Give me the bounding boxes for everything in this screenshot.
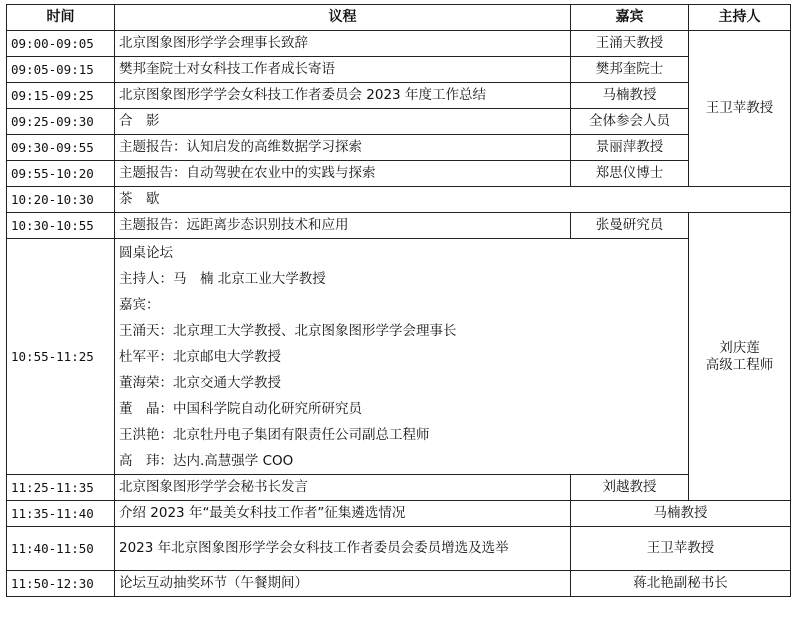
guest-cell-wide: 王卫苹教授 xyxy=(571,527,791,571)
guest-cell: 刘越教授 xyxy=(571,475,689,501)
agenda-container xyxy=(6,4,791,597)
agenda-cell: 论坛互动抽奖环节（午餐期间） xyxy=(115,571,571,597)
forum-guest: 王涌天：北京理工大学教授、北京图象图形学学会理事长 xyxy=(119,322,457,339)
forum-moderator: 主持人：马 楠 北京工业大学教授 xyxy=(119,270,326,287)
table-row-forum xyxy=(7,239,791,475)
guest-cell: 张曼研究员 xyxy=(571,213,689,239)
table-row-break xyxy=(7,187,791,213)
header-guest: 嘉宾 xyxy=(571,5,689,31)
time-cell: 09:25-09:30 xyxy=(7,109,115,135)
table-row xyxy=(7,83,791,109)
agenda-table xyxy=(6,4,791,597)
guest-cell: 樊邦奎院士 xyxy=(571,57,689,83)
host-cell-morning: 王卫苹教授 xyxy=(689,31,791,187)
table-row xyxy=(7,31,791,57)
table-row xyxy=(7,501,791,527)
guest-cell: 全体参会人员 xyxy=(571,109,689,135)
time-cell: 10:55-11:25 xyxy=(7,239,115,475)
table-row xyxy=(7,161,791,187)
forum-cell xyxy=(115,239,689,475)
table-row xyxy=(7,109,791,135)
agenda-cell-break: 茶 歇 xyxy=(115,187,791,213)
guest-cell: 马楠教授 xyxy=(571,83,689,109)
time-cell: 09:30-09:55 xyxy=(7,135,115,161)
forum-guest: 王洪艳：北京牡丹电子集团有限责任公司副总工程师 xyxy=(119,426,430,443)
agenda-cell: 北京图象图形学学会女科技工作者委员会 2023 年度工作总结 xyxy=(115,83,571,109)
host-title: 高级工程师 xyxy=(705,356,774,373)
time-cell: 11:50-12:30 xyxy=(7,571,115,597)
header-host: 主持人 xyxy=(689,5,791,31)
time-cell: 11:40-11:50 xyxy=(7,527,115,571)
time-cell: 10:20-10:30 xyxy=(7,187,115,213)
forum-guest: 董 晶：中国科学院自动化研究所研究员 xyxy=(119,400,362,417)
time-cell: 09:00-09:05 xyxy=(7,31,115,57)
agenda-cell: 北京图象图形学学会秘书长发言 xyxy=(115,475,571,501)
table-row xyxy=(7,571,791,597)
time-cell: 09:15-09:25 xyxy=(7,83,115,109)
time-cell: 10:30-10:55 xyxy=(7,213,115,239)
table-row xyxy=(7,135,791,161)
forum-guests-label: 嘉宾： xyxy=(119,296,160,313)
time-cell: 09:55-10:20 xyxy=(7,161,115,187)
time-cell: 11:35-11:40 xyxy=(7,501,115,527)
guest-cell-wide: 蒋北艳副秘书长 xyxy=(571,571,791,597)
host-name: 刘庆莲 xyxy=(719,339,760,356)
forum-guest: 杜军平：北京邮电大学教授 xyxy=(119,348,281,365)
table-row xyxy=(7,213,791,239)
agenda-cell: 主题报告：自动驾驶在农业中的实践与探索 xyxy=(115,161,571,187)
guest-cell-wide: 马楠教授 xyxy=(571,501,791,527)
table-row xyxy=(7,475,791,501)
agenda-cell: 介绍 2023 年“最美女科技工作者”征集遴选情况 xyxy=(115,501,571,527)
guest-cell: 景丽萍教授 xyxy=(571,135,689,161)
guest-cell: 王涌天教授 xyxy=(571,31,689,57)
table-header-row xyxy=(7,5,791,31)
agenda-cell: 主题报告：远距离步态识别技术和应用 xyxy=(115,213,571,239)
forum-guest: 高 玮：达内.高慧强学 COO xyxy=(119,452,294,469)
agenda-cell: 2023 年北京图象图形学学会女科技工作者委员会委员增选及选举 xyxy=(115,527,571,571)
forum-title: 圆桌论坛 xyxy=(119,244,173,261)
table-row xyxy=(7,527,791,571)
time-cell: 09:05-09:15 xyxy=(7,57,115,83)
forum-guest: 董海荣：北京交通大学教授 xyxy=(119,374,281,391)
agenda-cell: 合 影 xyxy=(115,109,571,135)
host-cell-late xyxy=(689,213,791,501)
agenda-cell: 樊邦奎院士对女科技工作者成长寄语 xyxy=(115,57,571,83)
header-agenda: 议程 xyxy=(115,5,571,31)
agenda-cell: 北京图象图形学学会理事长致辞 xyxy=(115,31,571,57)
header-time: 时间 xyxy=(7,5,115,31)
table-row xyxy=(7,57,791,83)
time-cell: 11:25-11:35 xyxy=(7,475,115,501)
agenda-cell: 主题报告：认知启发的高维数据学习探索 xyxy=(115,135,571,161)
guest-cell: 郑思仪博士 xyxy=(571,161,689,187)
